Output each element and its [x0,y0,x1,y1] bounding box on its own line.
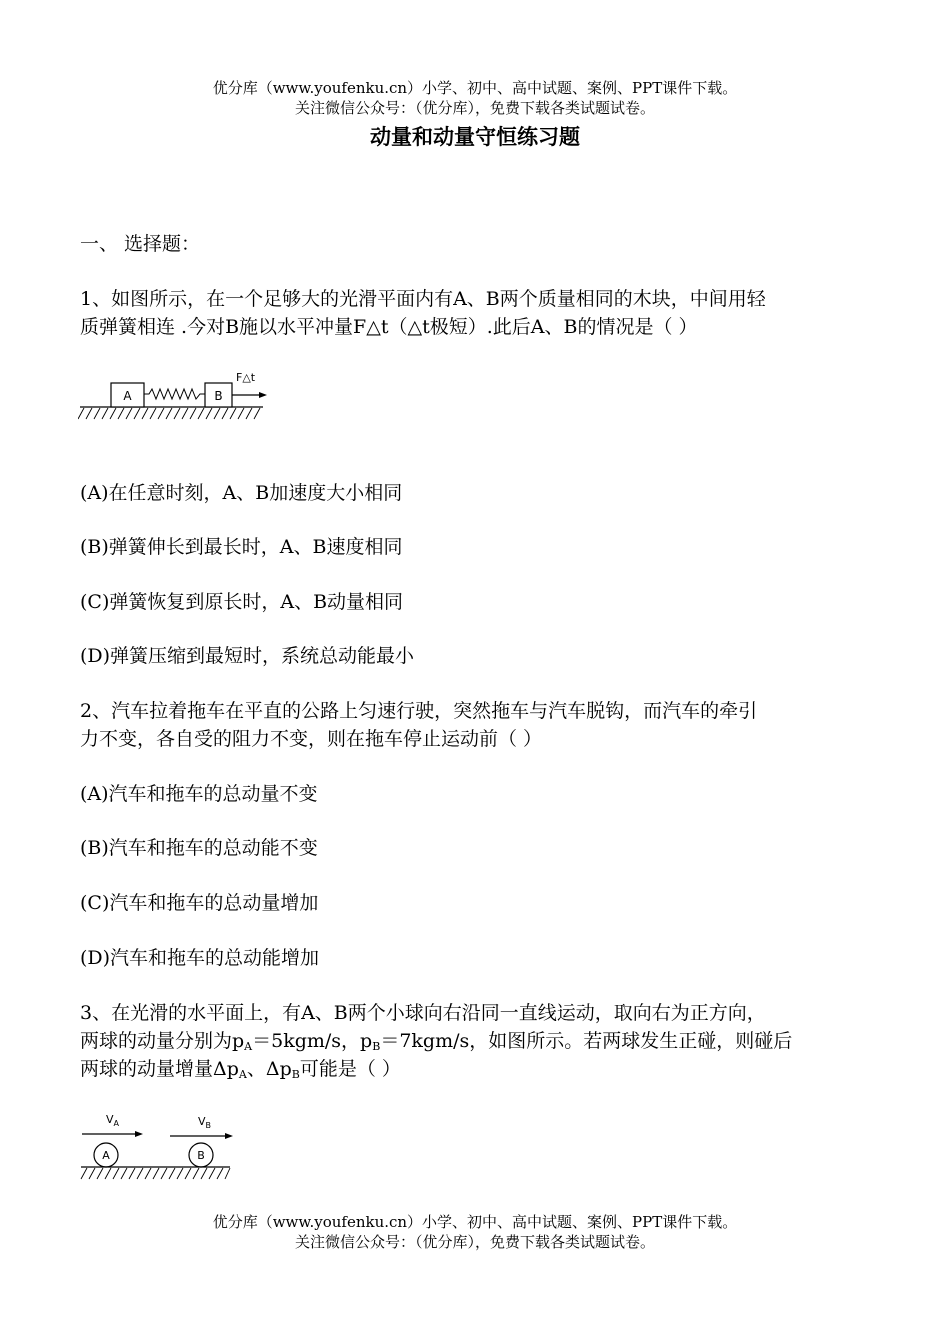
question-1-figure [78,368,278,424]
question-3-line-3-a: 两球的动量增量Δp [80,1058,239,1080]
question-3-line-3 [80,1054,880,1084]
header-line-1: 优分库（www.youfenku.cn）小学、初中、高中试题、案例、PPT课件下载。 [212,79,738,97]
spring [144,389,205,399]
question-2-option-d: (D)汽车和拖车的总动能增加 [80,947,320,969]
question-3-line-3-b: 、Δp [246,1058,292,1080]
question-3-line-2 [80,1026,880,1056]
question-2-line-2: 力不变，各自受的阻力不变，则在拖车停止运动前（ ） [80,728,543,750]
block-a-label: A [123,389,132,403]
velocity-b-arrow-head [225,1133,233,1139]
header-line-2: 关注微信公众号：（优分库），免费下载各类试题试卷。 [294,99,655,117]
question-3-line-2-b: ＝5kgm/s，p [252,1030,373,1052]
question-1-option-a: (A)在任意时刻，A、B加速度大小相同 [80,482,403,504]
velocity-a-arrow-head [135,1131,143,1137]
question-1-option-b: (B)弹簧伸长到最长时，A、B速度相同 [80,536,403,558]
question-3-figure [78,1106,248,1188]
footer-line-2: 关注微信公众号：（优分库），免费下载各类试题试卷。 [294,1233,655,1251]
question-2-option-a: (A)汽车和拖车的总动量不变 [80,783,318,805]
force-label: F△t [236,371,256,384]
ball-a-label: A [102,1149,110,1162]
question-3-line-3-c: 可能是（ ） [299,1058,401,1080]
subscript-a: A [244,1040,253,1053]
question-2-option-c: (C)汽车和拖车的总动量增加 [80,892,319,914]
question-3-line-2-a: 两球的动量分别为p [80,1030,245,1052]
ball-b-label: B [197,1149,205,1162]
ground-hatching [81,1168,230,1179]
subscript-b-2: B [291,1068,300,1081]
question-3-line-2-c: ＝7kgm/s，如图所示。若两球发生正碰，则碰后 [380,1030,793,1052]
question-2-option-b: (B)汽车和拖车的总动能不变 [80,837,318,859]
ground-hatching [78,408,260,419]
section-heading: 一、 选择题： [80,233,201,255]
question-1-line-1: 1、如图所示，在一个足够大的光滑平面内有A、B两个质量相同的木块，中间用轻 [80,288,766,310]
page-header [0,78,950,118]
subscript-a-2: A [238,1068,247,1081]
question-3-line-1: 3、在光滑的水平面上，有A、B两个小球向右沿同一直线运动，取向右为正方向， [80,1002,766,1024]
page-footer [0,1212,950,1252]
question-1-line-2: 质弹簧相连 .今对B施以水平冲量F△t（△t极短）.此后A、B的情况是（ ） [80,316,698,338]
force-arrow-head [259,392,267,398]
page-title: 动量和动量守恒练习题 [370,125,580,149]
velocity-a-label: $V_A$ [106,1113,120,1128]
question-1-option-c: (C)弹簧恢复到原长时，A、B动量相同 [80,591,404,613]
velocity-b-label: $V_B$ [198,1115,212,1130]
block-b-label: B [214,389,223,403]
subscript-b: B [372,1040,381,1053]
question-1-option-d: (D)弹簧压缩到最短时，系统总动能最小 [80,645,415,667]
question-2-line-1: 2、汽车拉着拖车在平直的公路上匀速行驶，突然拖车与汽车脱钩，而汽车的牵引 [80,700,758,722]
footer-line-1: 优分库（www.youfenku.cn）小学、初中、高中试题、案例、PPT课件下载。 [212,1213,738,1231]
